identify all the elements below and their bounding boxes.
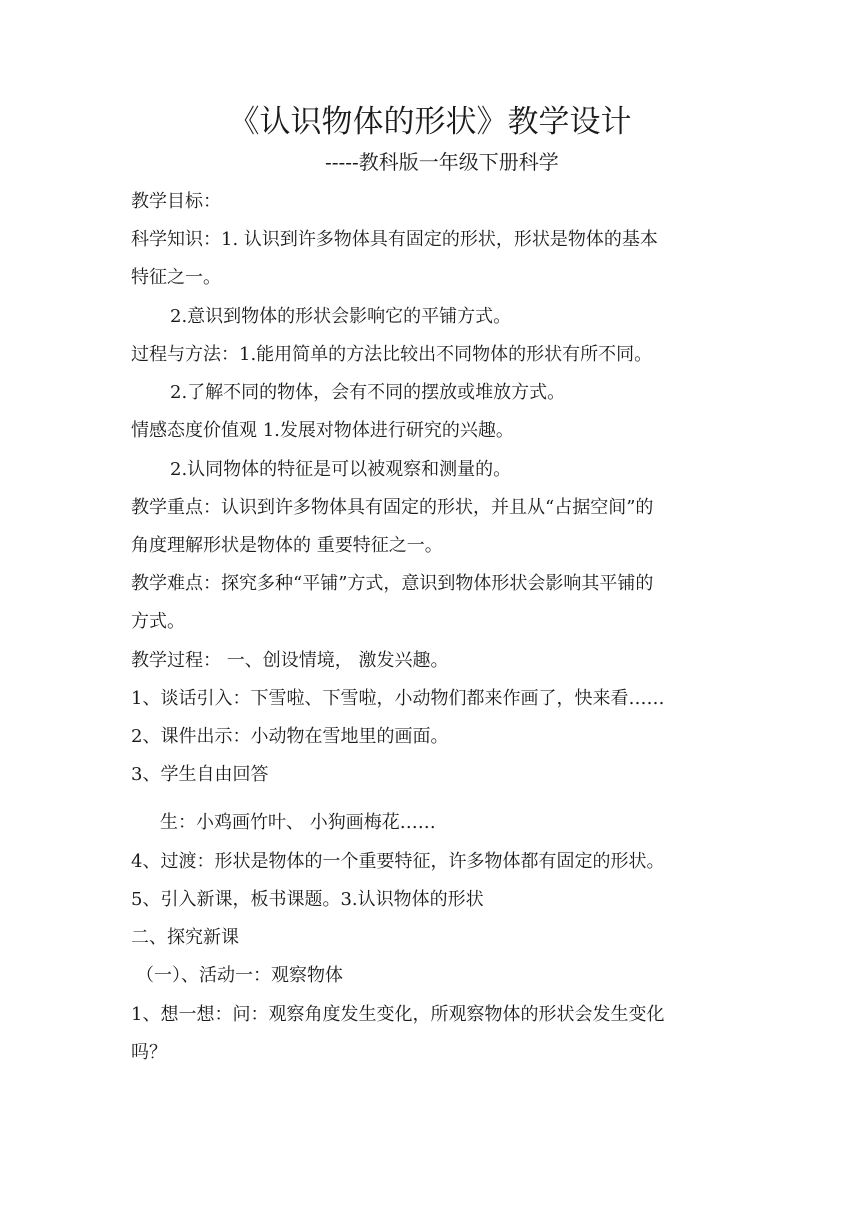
list-item: 1、谈话引入：下雪啦、下雪啦，小动物们都来作画了，快来看…… (131, 688, 665, 709)
document-subtitle: -----教科版一年级下册科学 (325, 150, 559, 174)
paragraph-line: 吗？ (131, 1042, 167, 1063)
paragraph-line: 科学知识：1. 认识到许多物体具有固定的形状，形状是物体的基本 (131, 229, 658, 250)
section-heading-goals: 教学目标： (131, 191, 221, 212)
list-item: 2、课件出示：小动物在雪地里的画面。 (131, 726, 449, 747)
subsection-heading: （一）、活动一：观察物体 (136, 965, 343, 986)
paragraph-line: 教学过程： 一、创设情境， 激发兴趣。 (131, 650, 449, 671)
list-item: 5、引入新课，板书课题。3.认识物体的形状 (131, 889, 484, 910)
paragraph-line: 方式。 (131, 611, 185, 632)
paragraph-line: 2.意识到物体的形状会影响它的平铺方式。 (170, 306, 512, 327)
paragraph-line: 过程与方法：1.能用简单的方法比较出不同物体的形状有所不同。 (131, 344, 653, 365)
paragraph-line: 情感态度价值观 1.发展对物体进行研究的兴趣。 (131, 420, 514, 441)
paragraph-line: 生：小鸡画竹叶、 小狗画梅花…… (160, 812, 436, 833)
paragraph-line: 2.认同物体的特征是可以被观察和测量的。 (170, 459, 512, 480)
document-title: 《认识物体的形状》教学设计 (228, 104, 632, 140)
paragraph-line: 2.了解不同的物体，会有不同的摆放或堆放方式。 (170, 382, 566, 403)
section-heading: 二、探究新课 (131, 927, 239, 948)
paragraph-line: 教学难点：探究多种“平铺”方式，意识到物体形状会影响其平铺的 (131, 573, 654, 594)
paragraph-line: 特征之一。 (131, 267, 221, 288)
paragraph-line: 角度理解形状是物体的 重要特征之一。 (131, 535, 443, 556)
list-item: 1、想一想：问：观察角度发生变化，所观察物体的形状会发生变化 (131, 1004, 665, 1025)
paragraph-line: 教学重点：认识到许多物体具有固定的形状，并且从“占据空间”的 (131, 497, 654, 518)
list-item: 3、学生自由回答 (131, 764, 269, 785)
list-item: 4、过渡：形状是物体的一个重要特征，许多物体都有固定的形状。 (131, 851, 665, 872)
